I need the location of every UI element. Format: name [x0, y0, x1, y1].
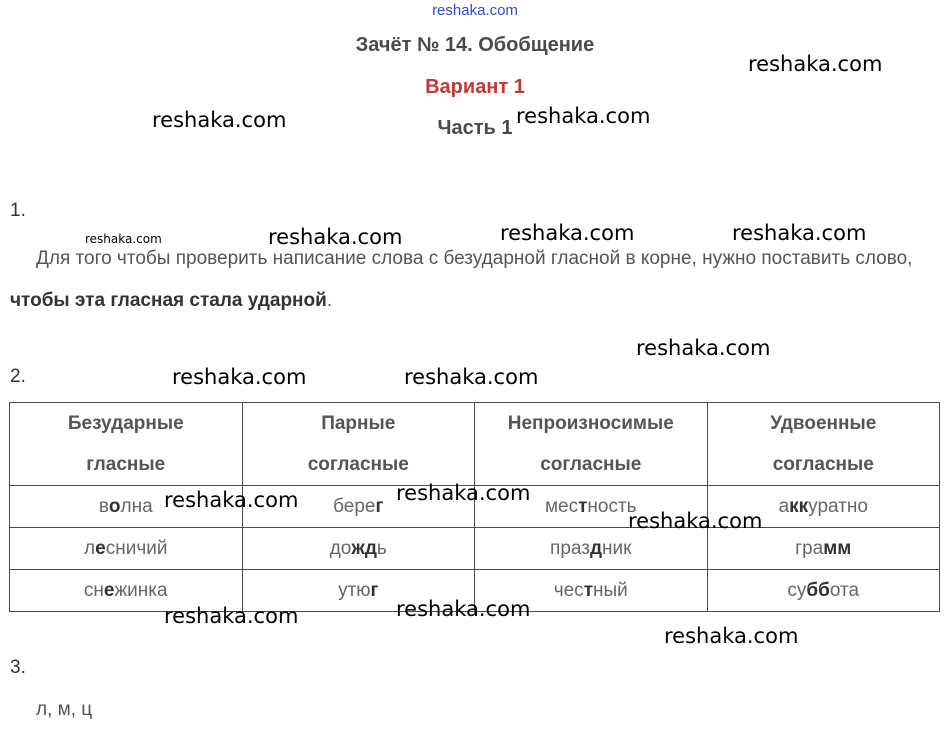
- header-line: согласные: [772, 454, 874, 475]
- cell-text-post: лна: [120, 495, 153, 517]
- watermark: reshaka.com: [85, 232, 162, 246]
- cell-text-highlight: е: [95, 537, 106, 559]
- header-line: согласные: [540, 454, 642, 475]
- site-link[interactable]: reshaka.com: [432, 2, 518, 19]
- cell-text-pre: чес: [553, 579, 584, 601]
- table-header-cell: [242, 403, 475, 486]
- cell-text-post: ность: [587, 495, 637, 517]
- cell-text-highlight: д: [589, 537, 603, 559]
- watermark: reshaka.com: [636, 336, 771, 360]
- table-row: [10, 528, 940, 570]
- cell-text-highlight: мм: [823, 537, 852, 559]
- watermark: reshaka.com: [268, 225, 403, 249]
- watermark: reshaka.com: [664, 624, 799, 648]
- header-line: гласные: [86, 454, 166, 475]
- header-line: Непроизносимые: [507, 413, 674, 434]
- watermark: reshaka.com: [732, 221, 867, 245]
- watermark: reshaka.com: [172, 365, 307, 389]
- part-heading: Часть 1: [437, 117, 513, 139]
- cell-text-pre: су: [787, 579, 807, 601]
- table-cell: [707, 570, 940, 612]
- table-header-cell: [475, 403, 708, 486]
- header-line: Парные: [321, 413, 396, 434]
- watermark: reshaka.com: [516, 104, 651, 128]
- cell-text-pre: бере: [333, 495, 376, 517]
- task-1-text-end: .: [326, 290, 333, 311]
- cell-text-pre: л: [84, 537, 96, 559]
- watermark: reshaka.com: [500, 221, 635, 245]
- cell-text-pre: в: [98, 495, 109, 517]
- cell-text-post: ота: [829, 579, 860, 601]
- cell-text-pre: мес: [544, 495, 579, 517]
- table-cell: [10, 528, 243, 570]
- watermark: reshaka.com: [748, 52, 883, 76]
- cell-text-post: жинка: [114, 579, 168, 601]
- cell-text-highlight: г: [375, 495, 384, 517]
- watermark: reshaka.com: [404, 365, 539, 389]
- cell-text-highlight: т: [578, 495, 588, 517]
- cell-text-highlight: кк: [789, 495, 809, 517]
- cell-text-post: уратно: [808, 495, 868, 517]
- table-cell: [242, 528, 475, 570]
- cell-text-pre: до: [329, 537, 352, 559]
- header-line: Безударные: [67, 413, 184, 434]
- table-header-cell: [707, 403, 940, 486]
- task-1-text: [10, 238, 940, 322]
- variant-heading: Вариант 1: [425, 76, 525, 98]
- cell-text-pre: гра: [795, 537, 824, 559]
- watermark: reshaka.com: [628, 509, 763, 533]
- cell-text-highlight: т: [583, 579, 593, 601]
- cell-text-highlight: г: [370, 579, 379, 601]
- cell-text-post: ь: [376, 537, 387, 559]
- watermark: reshaka.com: [152, 108, 287, 132]
- header-line: согласные: [307, 454, 409, 475]
- cell-text-pre: праз: [550, 537, 590, 559]
- watermark: reshaka.com: [164, 488, 299, 512]
- cell-text-post: ник: [602, 537, 632, 559]
- task-3-answer: л, м, ц: [36, 699, 93, 720]
- table-header-row: [10, 403, 940, 486]
- task-1-text-bold: чтобы эта гласная стала ударной: [10, 290, 327, 311]
- cell-text-highlight: бб: [806, 579, 830, 601]
- task-1-text-start: Для того чтобы проверить написание слова с безударной гласной в корне, нужно поставить слово,: [36, 248, 913, 269]
- watermark: reshaka.com: [396, 481, 531, 505]
- cell-text-highlight: е: [103, 579, 115, 601]
- header-line: Удвоенные: [770, 413, 877, 434]
- watermark: reshaka.com: [396, 597, 531, 621]
- task-3-number: 3.: [10, 657, 26, 678]
- table-header-cell: [10, 403, 243, 486]
- cell-text-post: сничий: [105, 537, 168, 559]
- cell-text-pre: а: [778, 495, 790, 517]
- watermark: reshaka.com: [164, 604, 299, 628]
- spelling-table: [9, 402, 940, 612]
- cell-text-highlight: о: [108, 495, 121, 517]
- cell-text-post: ный: [593, 579, 628, 601]
- cell-text-pre: сн: [83, 579, 104, 601]
- task-1-number: 1.: [10, 200, 26, 221]
- task-2-number: 2.: [10, 366, 26, 387]
- cell-text-highlight: жд: [351, 537, 377, 559]
- table-cell: [707, 528, 940, 570]
- cell-text-pre: утю: [338, 579, 371, 601]
- table-cell: [475, 528, 708, 570]
- page-title: Зачёт № 14. Обобщение: [355, 34, 595, 56]
